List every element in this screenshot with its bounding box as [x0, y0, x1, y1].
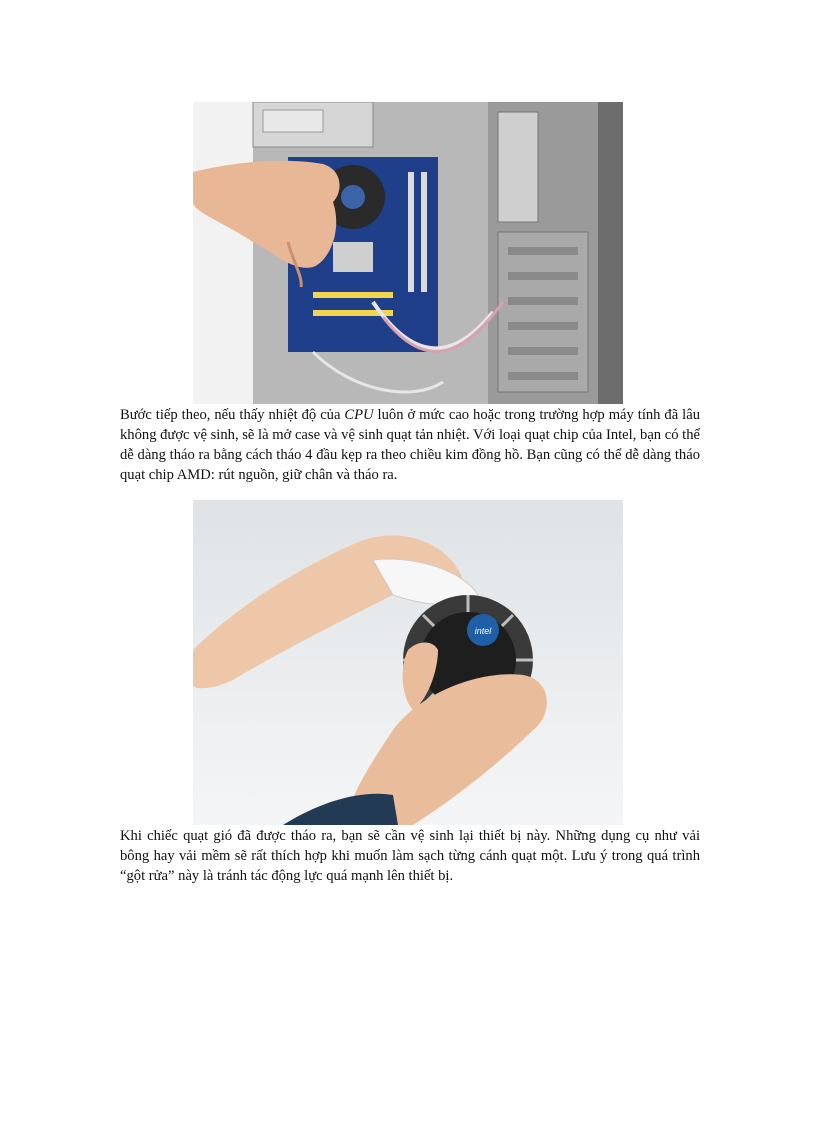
computer-case-cpu-fan-photo — [193, 102, 623, 404]
paragraph-fan-cleaning: Khi chiếc quạt gió đã được tháo ra, bạn sẽ cần vệ sinh lại thiết bị này. Những dụng cụ như vải bông hay vải mềm sẽ rất thích hợp khi muốn làm sạch từng cánh quạt một. Lưu ý trong quá trình “gột rửa” này là tránh tác động lực quá mạnh lên thiết bị. — [120, 828, 700, 884]
cpu-term: CPU — [344, 407, 374, 423]
paragraph-1-text-a: Bước tiếp theo, nếu thấy nhiệt độ của — [120, 407, 345, 423]
paragraph-cpu-fan-removal — [120, 405, 700, 485]
intel-cpu-fan-cleaning-photo — [193, 500, 623, 825]
paragraph-1-text-b: luôn ở mức cao hoặc trong trường hợp máy tính đã lâu không được vệ sinh, sẽ là mở case và vệ sinh quạt tản nhiệt. Với loại quạt chip của Intel, bạn có thể dễ dàng tháo ra bằng cách tháo 4 đầu kẹp ra theo chiều kim đồng hồ. Bạn cũng có thể dễ dàng tháo quạt chip AMD: rút nguồn, giữ chân và tháo ra. — [120, 407, 701, 483]
intel-logo: intel — [474, 626, 492, 636]
